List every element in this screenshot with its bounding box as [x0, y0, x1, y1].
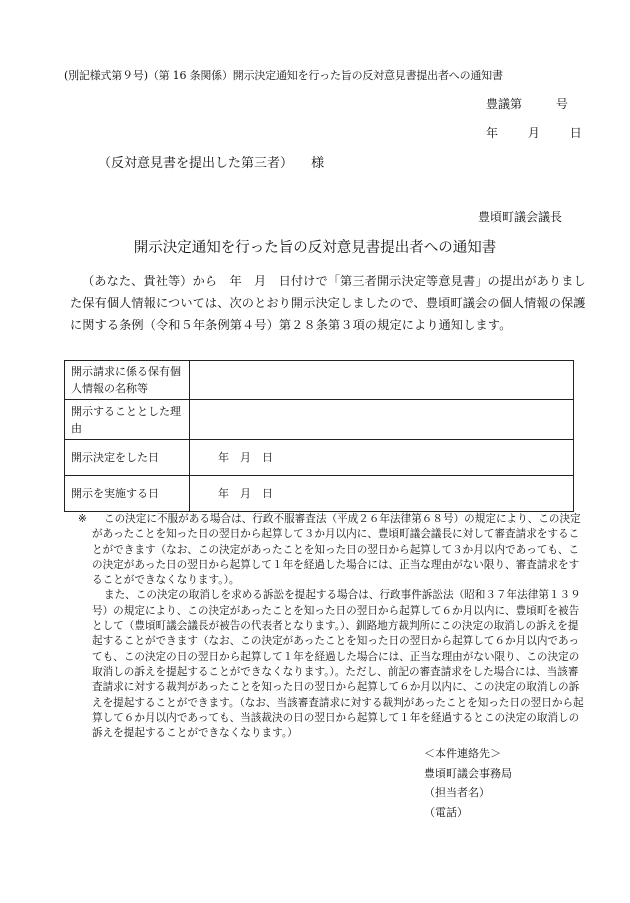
table-value: 年 月 日	[190, 476, 574, 512]
table-label: 開示決定をした日	[65, 440, 190, 476]
disclosure-table	[64, 360, 574, 512]
contact-office: 豊頃町議会事務局	[424, 766, 512, 780]
table-label: 開示請求に係る保有個人情報の名称等	[65, 361, 190, 400]
issue-date	[486, 124, 582, 141]
addressee-honorific: 様	[311, 156, 325, 171]
table-row	[65, 476, 574, 512]
date-day: 日	[569, 126, 582, 140]
note-mark: ※	[78, 513, 87, 525]
document-number-prefix: 豊議第	[486, 97, 523, 111]
table-row	[65, 361, 574, 400]
contact-block	[424, 744, 512, 822]
addressee	[98, 152, 324, 171]
document-title: 開示決定通知を行った旨の反対意見書提出者への通知書	[133, 240, 497, 256]
table-label: 開示することとした理由	[65, 400, 190, 440]
form-label: (別記様式第９号)（第 16 条関係）開示決定通知を行った旨の反対意見書提出者への通知書	[64, 69, 503, 82]
document-number-suffix: 号	[555, 97, 568, 111]
contact-person: （担当者名）	[424, 786, 490, 799]
contact-heading: ＜本件連絡先＞	[424, 747, 501, 760]
sender: 豊頃町議会議長	[478, 210, 563, 224]
note-paragraph: また、この決定の取消しを求める訴訟を提起する場合は、行政事件訴訟法（昭和３７年法律第１３９号）の規定により、この決定があったことを知った日の翌日から起算して６か月以内に、豊頃町を被告として（豊頃町議会議長が被告の代表者となります。）、釧路地方裁判所にこの決定の取消しの訴えを提起することができます（なお、この決定があったことを知った日の翌日から起算して６か月以内であっても、この決定の日の翌日から起算して１年を経過した場合には、正当な理由がない限り、この決定の取消しの訴えを提起することができなくなります。）。ただし、前記の審査請求をした場合には、当該審査請求に対する裁判があったことを知った日の翌日から起算して６か月以内に、この決定の取消しの訴えを提起することができます。（なお、当該審査請求に対する裁判があったことを知った日の翌日から起算して６か月以内であっても、当該裁決の日の翌日から起算して１年を経過するとこの決定の取消しの訴えを提起することができなくなります。）	[92, 589, 584, 740]
date-month: 月	[527, 126, 540, 140]
table-value	[190, 400, 574, 440]
appeal-note	[78, 512, 586, 741]
table-value: 年 月 日	[190, 440, 574, 476]
table-value	[190, 361, 574, 400]
table-row	[65, 440, 574, 476]
table-label: 開示を実施する日	[65, 476, 190, 512]
note-paragraph: この決定に不服がある場合は、行政不服審査法（平成２６年法律第６８号）の規定により、この決定があったことを知った日の翌日から起算して３か月以内に、豊頃町議会議長に対して審査請求をすることができます（なお、この決定があったことを知った日の翌日から起算して３か月以内であっても、この決定があった日の翌日から起算して１年を経過した場合には、正当な理由がない限り、審査請求をすることができなくなります。）。	[92, 513, 581, 587]
date-year: 年	[486, 126, 499, 140]
body-paragraph: （あなた、貴社等）から 年 月 日付けで「第三者開示決定等意見書」の提出がありました保有個人情報については、次のとおり開示決定しましたので、豊頃町議会の個人情報の保護に関する条例（令和５年条例第４号）第２８条第３項の規定により通知します。	[70, 274, 586, 332]
contact-phone: （電話）	[424, 805, 468, 819]
body-text	[70, 270, 590, 336]
addressee-name: （反対意見書を提出した第三者）	[98, 156, 294, 171]
document-number	[486, 95, 568, 112]
table-row	[65, 400, 574, 440]
